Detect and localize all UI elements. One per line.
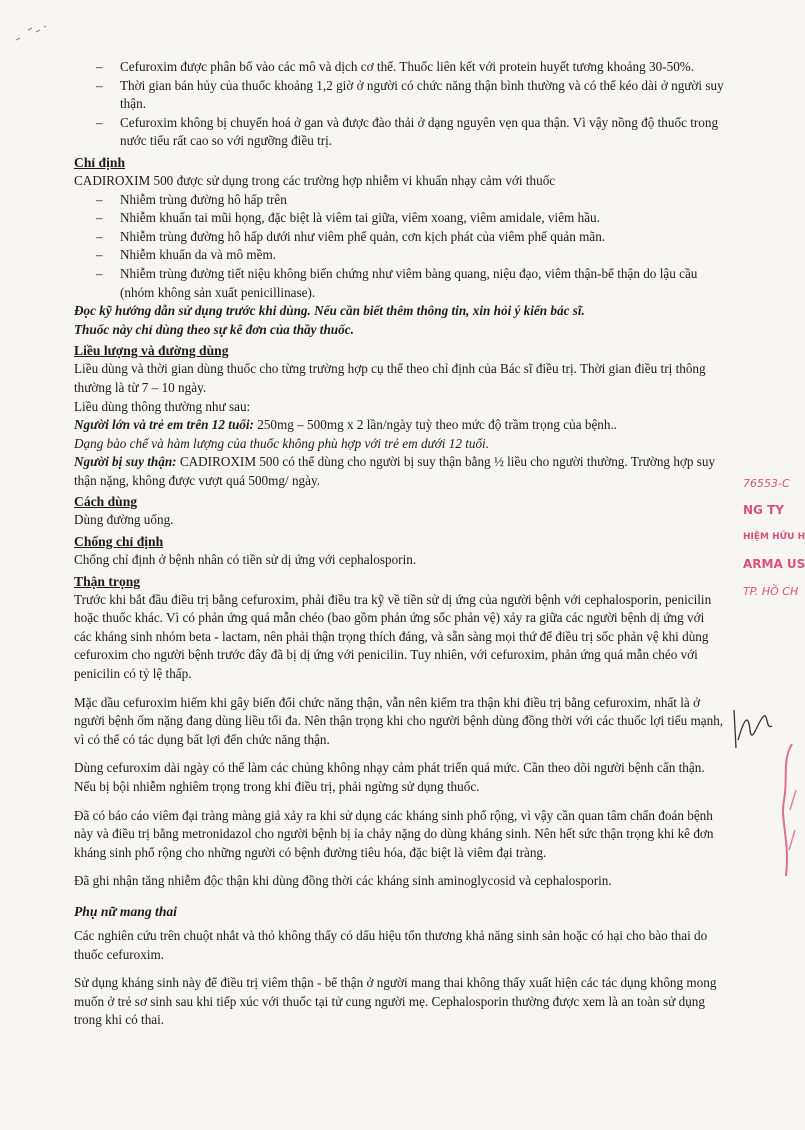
renal-dosage xyxy=(74,453,724,490)
list-item: – Cefuroxim được phân bố vào các mô và dịch cơ thể. Thuốc liên kết với protein huyết tương khoảng 30-50%. xyxy=(74,58,724,77)
precautions-paragraph: Trước khi bắt đầu điều trị bằng cefuroxim, phải điều tra kỹ về tiền sử dị ứng của người bệnh với cephalosporin, penicilin hoặc thuốc khác. Vì có phản ứng quá mẫn chéo (bao gồm phản ứng sốc phản vệ) xảy ra giữa các người bệnh dị ứng với các kháng sinh nhóm beta - lactam, nên phải thận trọng thích đáng, và sẵn sàng mọi thứ để điều trị sốc phản vệ khi dùng cefuroxim cho người bệnh trước đây đã bị dị ứng với penicilin. Tuy nhiên, với cefuroxim, phản ứng quá mẫn chéo với penicilin có tỷ lệ thấp. xyxy=(74,591,712,682)
indications-list xyxy=(74,191,724,303)
list-item: – Nhiễm khuẩn tai mũi họng, đặc biệt là viêm tai giữa, viêm xoang, viêm amidale, viêm hầu. xyxy=(74,209,724,228)
stamp-text: TP. HỒ CH xyxy=(743,585,799,598)
administration-heading: Cách dùng xyxy=(74,494,138,510)
stamp-edge-icon xyxy=(762,740,799,880)
indications-heading: Chỉ định xyxy=(74,154,126,170)
list-item: – Nhiễm khuẩn da và mô mềm. xyxy=(74,246,724,265)
indications-intro: CADIROXIM 500 được sử dụng trong các trường hợp nhiễm vi khuẩn nhạy cảm với thuốc xyxy=(74,172,556,188)
administration-text: Dùng đường uống. xyxy=(74,512,174,528)
precautions-paragraph: Mặc dầu cefuroxim hiếm khi gây biến đổi chức năng thận, vẫn nên kiểm tra thận khi điều trị bằng cefuroxim, nhất là ở người bệnh ốm nặng đang dùng liều tối đa. Nên thận trọng khi cho người bệnh dùng đồng thời với các thuốc lợi tiểu mạnh, vì có thể có tác dụng bất lợi đến chức năng thận. xyxy=(74,694,724,747)
contraindications-heading: Chống chỉ định xyxy=(74,534,164,550)
pharmacokinetics-list xyxy=(74,58,724,151)
precautions-paragraph: Đã có báo cáo viêm đại tràng màng giả xảy ra khi sử dụng các kháng sinh phổ rộng, vì vậy cần quan tâm chẩn đoán bệnh này và điều trị bằng metronidazol cho người bệnh bị ỉa chảy nặng do dùng kháng sinh. Nên hết sức thận trọng khi kê đơn kháng sinh phổ rộng cho những người có bệnh đường tiêu hóa, đặc biệt là viêm đại tràng. xyxy=(74,807,714,860)
read-instructions-warning: Đọc kỹ hướng dẫn sử dụng trước khi dùng. Nếu cần biết thêm thông tin, xin hỏi ý kiến bác sĩ. xyxy=(74,303,585,319)
prescription-warning: Thuốc này chỉ dùng theo sự kê đơn của thầy thuốc. xyxy=(74,321,354,337)
dosage-paragraph: Liều dùng và thời gian dùng thuốc cho từng trường hợp cụ thể theo chỉ định của Bác sĩ điều trị. Thời gian điều trị thông thường là từ 7 – 10 ngày. xyxy=(74,361,706,395)
list-item: – Nhiễm trùng đường hô hấp dưới như viêm phế quản, cơn kịch phát của viêm phế quản mãn. xyxy=(74,228,724,247)
renal-dosage-text: CADIROXIM 500 có thể dùng cho người bị suy thận bằng ½ liều cho người thường. Trường hợp suy thận nặng, không được vượt quá 500mg/ ngày. xyxy=(74,454,716,488)
dosage-heading: Liều lượng và đường dùng xyxy=(74,343,229,359)
corner-scribble-icon xyxy=(14,24,54,44)
stamp-number: 76553-C xyxy=(743,477,790,490)
precautions-heading: Thận trọng xyxy=(74,573,141,589)
list-item: – Thời gian bán hủy của thuốc khoảng 1,2 giờ ở người có chức năng thận bình thường và có thể kéo dài ở người suy thận. xyxy=(74,77,724,114)
dosage-paragraph: Liều dùng thông thường như sau: xyxy=(74,398,251,414)
pregnancy-heading: Phụ nữ mang thai xyxy=(74,903,177,919)
adult-dosage xyxy=(74,416,724,435)
precautions-paragraph: Dùng cefuroxim dài ngày có thể làm các chủng không nhạy cảm phát triển quá mức. Cần theo dõi người bệnh cẩn thận. Nếu bị bội nhiễm nghiêm trọng trong khi điều trị, phải ngừng sử dụng thuốc. xyxy=(74,760,705,794)
child-dosage-note: Dạng bào chế và hàm lượng của thuốc không phù hợp với trẻ em dưới 12 tuổi. xyxy=(74,435,490,451)
pregnancy-paragraph: Các nghiên cứu trên chuột nhắt và thỏ không thấy có dấu hiệu tổn thương khả năng sinh sản hoặc có hại cho bào thai do thuốc cefuroxim. xyxy=(74,927,708,962)
precautions-paragraph: Đã ghi nhận tăng nhiễm độc thận khi dùng đồng thời các kháng sinh aminoglycosid và cephalosporin. xyxy=(74,873,612,889)
list-item: – Nhiễm trùng đường tiết niệu không biến chứng như viêm bàng quang, niệu đạo, viêm thận-bể thận do lậu cầu (nhóm không sản xuất penicillinase). xyxy=(74,265,724,302)
list-item: – Nhiễm trùng đường hô hấp trên xyxy=(74,191,724,210)
renal-dosage-label: Người bị suy thận: xyxy=(74,454,177,470)
pregnancy-paragraph: Sử dụng kháng sinh này để điều trị viêm thận - bể thận ở người mang thai không thấy xuất hiện các tác dụng không mong muốn ở trẻ sơ sinh sau khi tiếp xúc với thuốc tại tử cung người mẹ. Cephalosporin thường được xem là an toàn sử dụng trong khi có thai. xyxy=(74,975,717,1028)
stamp-text: ARMA US xyxy=(743,557,805,571)
document-page xyxy=(74,58,724,1030)
stamp-text: HIỆM HỮU H xyxy=(743,532,805,542)
list-item: – Cefuroxim không bị chuyển hoá ở gan và được đào thải ở dạng nguyên vẹn qua thận. Vì vậy nồng độ thuốc trong nước tiểu rất cao so với ngưỡng điều trị. xyxy=(74,114,724,151)
company-stamp xyxy=(739,470,805,605)
adult-dosage-label: Người lớn và trẻ em trên 12 tuổi: xyxy=(74,417,254,433)
contraindications-text: Chống chỉ định ở bệnh nhân có tiền sử dị ứng với cephalosporin. xyxy=(74,552,417,568)
adult-dosage-text: 250mg – 500mg x 2 lần/ngày tuỳ theo mức độ trầm trọng của bệnh.. xyxy=(253,417,618,433)
stamp-text: NG TY xyxy=(743,503,784,517)
